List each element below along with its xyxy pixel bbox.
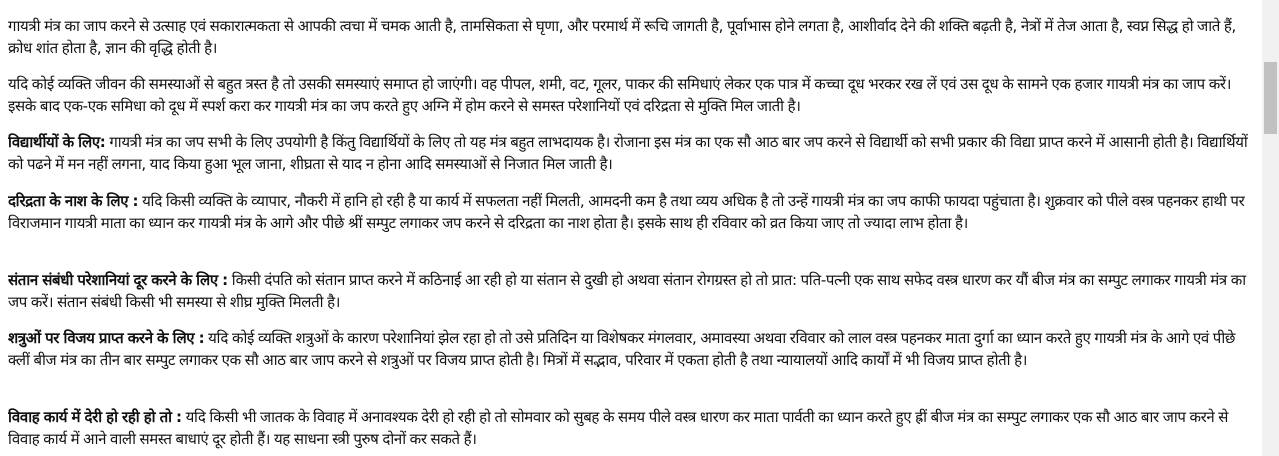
section-heading: संतान संबंधी परेशानियां दूर करने के लिए :	[8, 271, 228, 289]
scrollbar-thumb[interactable]	[1264, 62, 1277, 134]
section-text: यदि किसी व्यक्ति के व्यापार, नौकरी में हानि हो रही है या कार्य में सफलता नहीं मिलती, आमदनी कम है तथा व्यय अधिक है तो उन्हें गायत्री मंत्र का जप काफी फायदा पहुंचाता है। शुक्रवार को पीले वस्त्र पहनकर हाथी पर विराजमान गायत्री माता का ध्यान कर गायत्री मंत्र के आगे और पीछे श्रीं सम्पुट लगाकर जप करने से दरिद्रता का नाश होता है। इसके साथ ही रविवार को व्रत किया जाए तो ज्यादा लाभ होता है।	[8, 192, 1245, 232]
section-text: किसी दंपति को संतान प्राप्त करने में कठिनाई आ रही हो या संतान से दुखी हो अथवा संतान रोगग्रस्त हो तो प्रात: पति-पत्नी एक साथ सफेद वस्त्र धारण कर यौं बीज मंत्र का सम्पुट लगाकर गायत्री मंत्र का जप करें। संतान संबंधी किसी भी समस्या से शीघ्र मुक्ति मिलती है।	[8, 271, 1246, 311]
section-text: यदि कोई व्यक्ति शत्रुओं के कारण परेशानियां झेल रहा हो तो उसे प्रतिदिन या विशेषकर मंगलवार, अमावस्या अथवा रविवार को लाल वस्त्र पहनकर माता दुर्गा का ध्यान करते हुए गायत्री मंत्र के आगे एवं पीछे क्लीं बीज मंत्र का तीन बार सम्पुट लगाकर एक सौ आठ बार जाप करने से शत्रुओं पर विजय प्राप्त होती है। मित्रों में सद्भाव, परिवार में एकता होती है तथा न्यायालयों आदि कार्यों में भी विजय प्राप्त होती है।	[8, 329, 1236, 369]
paragraph-remedy-problems: यदि कोई व्यक्ति जीवन की समस्याओं से बहुत त्रस्त है तो उसकी समस्याएं समाप्त हो जाएंगी। वह पीपल, शमी, वट, गूलर, पाकर की समिधाएं लेकर एक पात्र में कच्चा दूध भरकर रख लें एवं उस दूध के सामने एक हजार गायत्री मंत्र का जाप करें। इसके बाद एक-एक समिधा को दूध में स्पर्श करा कर गायत्री मंत्र का जप करते हुए अग्नि में होम करने से समस्त परेशानियों एवं दरिद्रता से मुक्ति मिल जाती है।	[8, 75, 1232, 115]
section-children	[8, 270, 1252, 313]
section-students	[8, 132, 1252, 175]
section-poverty	[8, 191, 1252, 234]
section-heading: विद्यार्थीयों के लिए:	[8, 133, 106, 151]
section-heading: विवाह कार्य में देरी हो रही हो तो :	[8, 408, 182, 426]
article-content	[8, 0, 1252, 456]
section-enemies	[8, 328, 1252, 371]
section-text: गायत्री मंत्र का जप सभी के लिए उपयोगी है किंतु विद्यार्थियों के लिए तो यह मंत्र बहुत लाभदायक है। रोजाना इस मंत्र का एक सौ आठ बार जप करने से विद्यार्थी को सभी प्रकार की विद्या प्राप्त करने में आसानी होती है। विद्यार्थियों को पढने में मन नहीं लगना, याद किया हुआ भूल जाना, शीघ्रता से याद न होना आदि समस्याओं से निजात मिल जाती है।	[8, 133, 1248, 173]
vertical-scrollbar[interactable]	[1262, 0, 1279, 456]
section-heading: दरिद्रता के नाश के लिए :	[8, 192, 139, 210]
section-heading: शत्रुओं पर विजय प्राप्त करने के लिए :	[8, 329, 205, 347]
section-marriage	[8, 407, 1252, 450]
paragraph-benefits: गायत्री मंत्र का जाप करने से उत्साह एवं सकारात्मकता से आपकी त्वचा में चमक आती है, तामसिकता से घृणा, और परमार्थ में रूचि जागती है, पूर्वाभास होने लगता है, आशीर्वाद देने की शक्ति बढ़ती है, नेत्रों में तेज आता है, स्वप्न सिद्ध हो जाते हैं, क्रोध शांत होता है, ज्ञान की वृद्धि होती है।	[8, 17, 1236, 57]
section-text: यदि किसी भी जातक के विवाह में अनावश्यक देरी हो रही हो तो सोमवार को सुबह के समय पीले वस्त्र धारण कर माता पार्वती का ध्यान करते हुए ह्रीं बीज मंत्र का सम्पुट लगाकर एक सौ आठ बार जाप करने से विवाह कार्य में आने वाली समस्त बाधाएं दूर होती हैं। यह साधना स्त्री पुरुष दोनों कर सकते हैं।	[8, 408, 1229, 448]
